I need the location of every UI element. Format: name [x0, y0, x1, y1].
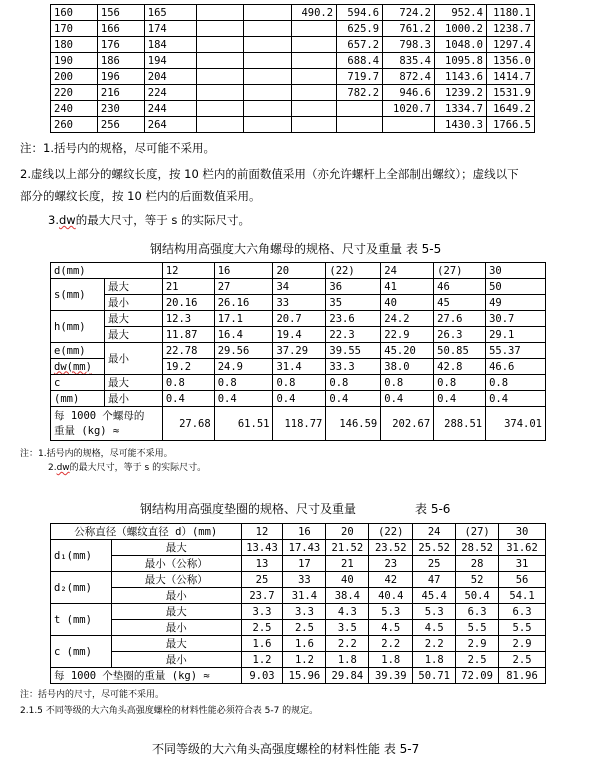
- cell: 0.8: [381, 375, 434, 391]
- table-5-5-note-2: [48, 462, 206, 474]
- table-cell: 1334.7: [434, 101, 486, 117]
- washer-table-5-6: [50, 523, 546, 684]
- row-label-weight: [51, 407, 163, 441]
- sub-label: 最小: [104, 343, 162, 375]
- table-5-6-title: 钢结构用高强度垫圈的规格、尺寸及重量: [140, 502, 357, 516]
- table-cell: 782.2: [337, 85, 383, 101]
- cell: 0.4: [326, 391, 381, 407]
- table-cell: 200: [51, 69, 98, 85]
- cell: 35: [326, 295, 381, 311]
- cell: 2.2: [369, 636, 413, 652]
- cell: 23.6: [326, 311, 381, 327]
- table-cell: 1048.0: [434, 37, 486, 53]
- dw-label: dw(mm): [54, 360, 92, 373]
- table-cell: 196: [97, 69, 144, 85]
- header-cell: 16: [283, 524, 326, 540]
- header-cell: (22): [326, 263, 381, 279]
- cell: 21: [326, 556, 369, 572]
- header-cell: 12: [241, 524, 283, 540]
- table-cell: 1531.9: [486, 85, 534, 101]
- table-cell: [244, 101, 292, 117]
- cell: 42.8: [434, 359, 486, 375]
- cell: 4.3: [326, 604, 369, 620]
- cell: 31.62: [499, 540, 546, 556]
- table-cell: 761.2: [383, 21, 435, 37]
- table-cell: 174: [144, 21, 196, 37]
- sub-label: 最小: [111, 620, 241, 636]
- table-cell: 220: [51, 85, 98, 101]
- cell: 0.4: [273, 391, 326, 407]
- cell: 202.67: [381, 407, 434, 441]
- cell: 27: [214, 279, 273, 295]
- cell: 2.5: [241, 620, 283, 636]
- cell: 54.1: [499, 588, 546, 604]
- table-cell: 190: [51, 53, 98, 69]
- header-d: d(mm): [51, 263, 163, 279]
- table-cell: 688.4: [337, 53, 383, 69]
- header-cell: 30: [486, 263, 546, 279]
- table-row: [51, 37, 535, 53]
- cell: 0.8: [214, 375, 273, 391]
- header-cell: 16: [214, 263, 273, 279]
- table-row: [51, 101, 535, 117]
- cell: 0.8: [273, 375, 326, 391]
- cell: 146.59: [326, 407, 381, 441]
- note-2-text: 的最大尺寸，等于 s 的实际尺寸。: [69, 463, 207, 473]
- cell: 5.5: [499, 620, 546, 636]
- table-cell: 1095.8: [434, 53, 486, 69]
- table-cell: 1356.0: [486, 53, 534, 69]
- cell: 29.1: [486, 327, 546, 343]
- table-cell: 176: [97, 37, 144, 53]
- cell: 30.7: [486, 311, 546, 327]
- table-5-5-note-1: 注：1.括号内的规格，尽可能不采用。: [20, 449, 173, 459]
- cell: 24.9: [214, 359, 273, 375]
- cell: 25: [241, 572, 283, 588]
- cell: 21: [162, 279, 214, 295]
- cell: 16.4: [214, 327, 273, 343]
- table-row: [51, 69, 535, 85]
- cell: 29.84: [326, 668, 369, 684]
- cell: 19.2: [162, 359, 214, 375]
- row-label-e: e(mm): [51, 343, 105, 359]
- table-row: [51, 53, 535, 69]
- nut-table-5-5: [50, 262, 546, 441]
- cell: 374.01: [486, 407, 546, 441]
- cell: 19.4: [273, 327, 326, 343]
- cell: 17: [283, 556, 326, 572]
- table-cell: 872.4: [383, 69, 435, 85]
- table-5-5-title: 钢结构用高强度大六角螺母的规格、尺寸及重量 表 5-5: [150, 242, 442, 256]
- cell: 38.0: [381, 359, 434, 375]
- table-cell: 216: [97, 85, 144, 101]
- cell: 2.2: [326, 636, 369, 652]
- table-cell: [337, 117, 383, 133]
- sub-label: 最小: [104, 295, 162, 311]
- table-cell: [292, 85, 337, 101]
- table-cell: 719.7: [337, 69, 383, 85]
- table-cell: [196, 85, 244, 101]
- table-cell: 194: [144, 53, 196, 69]
- table-cell: 1766.5: [486, 117, 534, 133]
- bolt-length-table: [50, 4, 535, 133]
- cell: 38.4: [326, 588, 369, 604]
- row-label-c-unit: (mm): [51, 391, 105, 407]
- cell: 81.96: [499, 668, 546, 684]
- table-cell: 625.9: [337, 21, 383, 37]
- sub-label: 最大: [104, 279, 162, 295]
- table-cell: 1000.2: [434, 21, 486, 37]
- cell: 47: [413, 572, 456, 588]
- cell: 2.5: [499, 652, 546, 668]
- table-cell: 1430.3: [434, 117, 486, 133]
- table-cell: 256: [97, 117, 144, 133]
- cell: 5.3: [413, 604, 456, 620]
- cell: 0.8: [162, 375, 214, 391]
- cell: 33: [283, 572, 326, 588]
- sub-label: 最小: [111, 588, 241, 604]
- table-cell: 946.6: [383, 85, 435, 101]
- table-cell: 166: [97, 21, 144, 37]
- table-cell: 244: [144, 101, 196, 117]
- cell: 13.43: [241, 540, 283, 556]
- table-cell: 657.2: [337, 37, 383, 53]
- cell: 3.3: [241, 604, 283, 620]
- cell: 40: [326, 572, 369, 588]
- row-label-c: c: [51, 375, 105, 391]
- cell: 55.37: [486, 343, 546, 359]
- table-cell: 798.3: [383, 37, 435, 53]
- cell: 0.8: [486, 375, 546, 391]
- sub-label: 最大（公称）: [111, 572, 241, 588]
- table-cell: [244, 85, 292, 101]
- cell: 26.16: [214, 295, 273, 311]
- cell: 1.8: [369, 652, 413, 668]
- table-row: [51, 5, 535, 21]
- table-row: [51, 85, 535, 101]
- row-label-c: c (mm): [51, 636, 112, 668]
- sub-label: 最大: [111, 604, 241, 620]
- cell: 22.9: [381, 327, 434, 343]
- table-cell: [292, 21, 337, 37]
- row-label-h: h(mm): [51, 311, 105, 343]
- header-nominal-diameter: 公称直径（螺纹直径 d）(mm): [51, 524, 242, 540]
- cell: 1.6: [283, 636, 326, 652]
- cell: 288.51: [434, 407, 486, 441]
- sub-label: 最大: [104, 375, 162, 391]
- table-cell: 490.2: [292, 5, 337, 21]
- cell: 42: [369, 572, 413, 588]
- table-cell: 180: [51, 37, 98, 53]
- cell: 36: [326, 279, 381, 295]
- table-cell: [244, 5, 292, 21]
- cell: 23: [369, 556, 413, 572]
- row-label-dw: [51, 359, 105, 375]
- cell: 2.9: [456, 636, 499, 652]
- table-cell: [244, 69, 292, 85]
- table-5-6-number: 表 5-6: [415, 502, 451, 516]
- cell: 17.43: [283, 540, 326, 556]
- note-2-line-2: 部分的螺纹长度，按 10 栏内的后面数值采用。: [20, 189, 261, 203]
- table-cell: 952.4: [434, 5, 486, 21]
- cell: 4.5: [413, 620, 456, 636]
- table-5-6-note-1: 注：括号内的尺寸，尽可能不采用。: [20, 690, 165, 700]
- table-cell: 264: [144, 117, 196, 133]
- table-row: [51, 117, 535, 133]
- cell: 46.6: [486, 359, 546, 375]
- table-cell: 224: [144, 85, 196, 101]
- cell: 13: [241, 556, 283, 572]
- table-cell: [383, 117, 435, 133]
- cell: 27.6: [434, 311, 486, 327]
- cell: 1.6: [241, 636, 283, 652]
- note-2-number: 2.: [48, 463, 57, 473]
- table-cell: 724.2: [383, 5, 435, 21]
- cell: 31: [499, 556, 546, 572]
- table-cell: [244, 117, 292, 133]
- cell: 0.4: [162, 391, 214, 407]
- table-cell: [196, 101, 244, 117]
- table-cell: 240: [51, 101, 98, 117]
- header-cell: 12: [162, 263, 214, 279]
- cell: 0.4: [214, 391, 273, 407]
- cell: 50: [486, 279, 546, 295]
- table-cell: 1297.4: [486, 37, 534, 53]
- cell: 31.4: [283, 588, 326, 604]
- cell: 118.77: [273, 407, 326, 441]
- cell: 37.29: [273, 343, 326, 359]
- cell: 29.56: [214, 343, 273, 359]
- cell: 1.2: [283, 652, 326, 668]
- cell: 26.3: [434, 327, 486, 343]
- sub-label: 最大: [104, 311, 162, 327]
- table-cell: [244, 37, 292, 53]
- cell: 4.5: [369, 620, 413, 636]
- table-cell: 1180.1: [486, 5, 534, 21]
- sub-label: 最小（公称）: [111, 556, 241, 572]
- table-cell: [337, 101, 383, 117]
- note-1: 注：1.括号内的规格，尽可能不采用。: [20, 141, 215, 155]
- cell: 23.52: [369, 540, 413, 556]
- table-cell: [196, 21, 244, 37]
- table-cell: [196, 5, 244, 21]
- table-cell: 156: [97, 5, 144, 21]
- header-cell: 24: [381, 263, 434, 279]
- table-cell: [244, 53, 292, 69]
- sub-label: 最小: [104, 391, 162, 407]
- table-cell: 160: [51, 5, 98, 21]
- cell: 3.5: [326, 620, 369, 636]
- cell: 2.5: [456, 652, 499, 668]
- cell: 22.3: [326, 327, 381, 343]
- header-cell: 20: [326, 524, 369, 540]
- cell: 2.2: [413, 636, 456, 652]
- cell: 0.4: [434, 391, 486, 407]
- header-cell: (27): [456, 524, 499, 540]
- cell: 49: [486, 295, 546, 311]
- table-cell: 1238.7: [486, 21, 534, 37]
- cell: 5.5: [456, 620, 499, 636]
- table-cell: [292, 117, 337, 133]
- table-cell: [244, 21, 292, 37]
- table-cell: 260: [51, 117, 98, 133]
- note-3-number: 3.: [48, 213, 59, 227]
- cell: 23.7: [241, 588, 283, 604]
- sub-label: 最大: [111, 540, 241, 556]
- cell: 1.2: [241, 652, 283, 668]
- cell: 50.85: [434, 343, 486, 359]
- header-cell: 20: [273, 263, 326, 279]
- cell: 50.4: [456, 588, 499, 604]
- cell: 24.2: [381, 311, 434, 327]
- cell: 6.3: [456, 604, 499, 620]
- table-cell: [292, 37, 337, 53]
- cell: 72.09: [456, 668, 499, 684]
- table-cell: [292, 101, 337, 117]
- cell: 0.8: [326, 375, 381, 391]
- note-2-dw: dw: [56, 463, 70, 473]
- cell: 28.52: [456, 540, 499, 556]
- cell: 39.39: [369, 668, 413, 684]
- table-cell: [196, 37, 244, 53]
- row-label-t: t (mm): [51, 604, 112, 636]
- cell: 2.9: [499, 636, 546, 652]
- cell: 27.68: [162, 407, 214, 441]
- cell: 33.3: [326, 359, 381, 375]
- table-cell: 1239.2: [434, 85, 486, 101]
- note-3-text: 的最大尺寸，等于 s 的实际尺寸。: [75, 213, 251, 227]
- cell: 56: [499, 572, 546, 588]
- section-2-1-5-text: 2.1.5 不同等级的大六角头高强度螺栓的材料性能必须符合表 5-7 的规定。: [20, 706, 319, 716]
- cell: 41: [381, 279, 434, 295]
- cell: 15.96: [283, 668, 326, 684]
- cell: 34: [273, 279, 326, 295]
- table-cell: 184: [144, 37, 196, 53]
- table-cell: 1649.2: [486, 101, 534, 117]
- cell: 50.71: [413, 668, 456, 684]
- cell: 33: [273, 295, 326, 311]
- table-cell: 186: [97, 53, 144, 69]
- cell: 17.1: [214, 311, 273, 327]
- cell: 45.20: [381, 343, 434, 359]
- cell: 0.8: [434, 375, 486, 391]
- cell: 40.4: [369, 588, 413, 604]
- note-2-line-1: 2.虚线以上部分的螺纹长度，按 10 栏内的前面数值采用（亦允许螺杆上全部制出螺纹）；虚线以下: [20, 167, 519, 181]
- note-3-dw: dw: [58, 213, 76, 227]
- cell: 46: [434, 279, 486, 295]
- cell: 61.51: [214, 407, 273, 441]
- cell: 25: [413, 556, 456, 572]
- cell: 20.7: [273, 311, 326, 327]
- table-cell: 230: [97, 101, 144, 117]
- sub-label: 最大: [111, 636, 241, 652]
- table-cell: 165: [144, 5, 196, 21]
- table-cell: 1143.6: [434, 69, 486, 85]
- cell: 20.16: [162, 295, 214, 311]
- cell: 1.8: [326, 652, 369, 668]
- header-cell: (27): [434, 263, 486, 279]
- table-cell: 170: [51, 21, 98, 37]
- cell: 45: [434, 295, 486, 311]
- table-row: [51, 21, 535, 37]
- cell: 25.52: [413, 540, 456, 556]
- cell: 9.03: [241, 668, 283, 684]
- header-cell: (22): [369, 524, 413, 540]
- sub-label: 最小: [111, 652, 241, 668]
- row-label-s: s(mm): [51, 279, 105, 311]
- header-cell: 24: [413, 524, 456, 540]
- cell: 1.8: [413, 652, 456, 668]
- cell: 39.55: [326, 343, 381, 359]
- cell: 5.3: [369, 604, 413, 620]
- table-cell: 594.6: [337, 5, 383, 21]
- cell: 40: [381, 295, 434, 311]
- weight-label-line-2: 重量 (kg) ≈: [54, 424, 120, 437]
- cell: 45.4: [413, 588, 456, 604]
- table-cell: [292, 53, 337, 69]
- sub-label: 最大: [104, 327, 162, 343]
- cell: 31.4: [273, 359, 326, 375]
- row-label-d1: d₁(mm): [51, 540, 112, 572]
- cell: 11.87: [162, 327, 214, 343]
- table-cell: [196, 69, 244, 85]
- table-cell: [196, 53, 244, 69]
- cell: 6.3: [499, 604, 546, 620]
- header-cell: 30: [499, 524, 546, 540]
- row-label-weight: 每 1000 个垫圈的重量 (kg) ≈: [51, 668, 242, 684]
- table-cell: 1414.7: [486, 69, 534, 85]
- table-cell: 204: [144, 69, 196, 85]
- cell: 28: [456, 556, 499, 572]
- table-cell: [196, 117, 244, 133]
- table-cell: 835.4: [383, 53, 435, 69]
- cell: 0.4: [381, 391, 434, 407]
- note-3: [48, 212, 250, 228]
- row-label-d2: d₂(mm): [51, 572, 112, 604]
- cell: 2.5: [283, 620, 326, 636]
- cell: 21.52: [326, 540, 369, 556]
- cell: 22.78: [162, 343, 214, 359]
- table-5-7-title: 不同等级的大六角头高强度螺栓的材料性能 表 5-7: [152, 742, 420, 756]
- weight-label-line-1: 每 1000 个螺母的: [54, 409, 145, 422]
- cell: 0.4: [486, 391, 546, 407]
- cell: 12.3: [162, 311, 214, 327]
- cell: 3.3: [283, 604, 326, 620]
- table-cell: [292, 69, 337, 85]
- table-cell: 1020.7: [383, 101, 435, 117]
- cell: 52: [456, 572, 499, 588]
